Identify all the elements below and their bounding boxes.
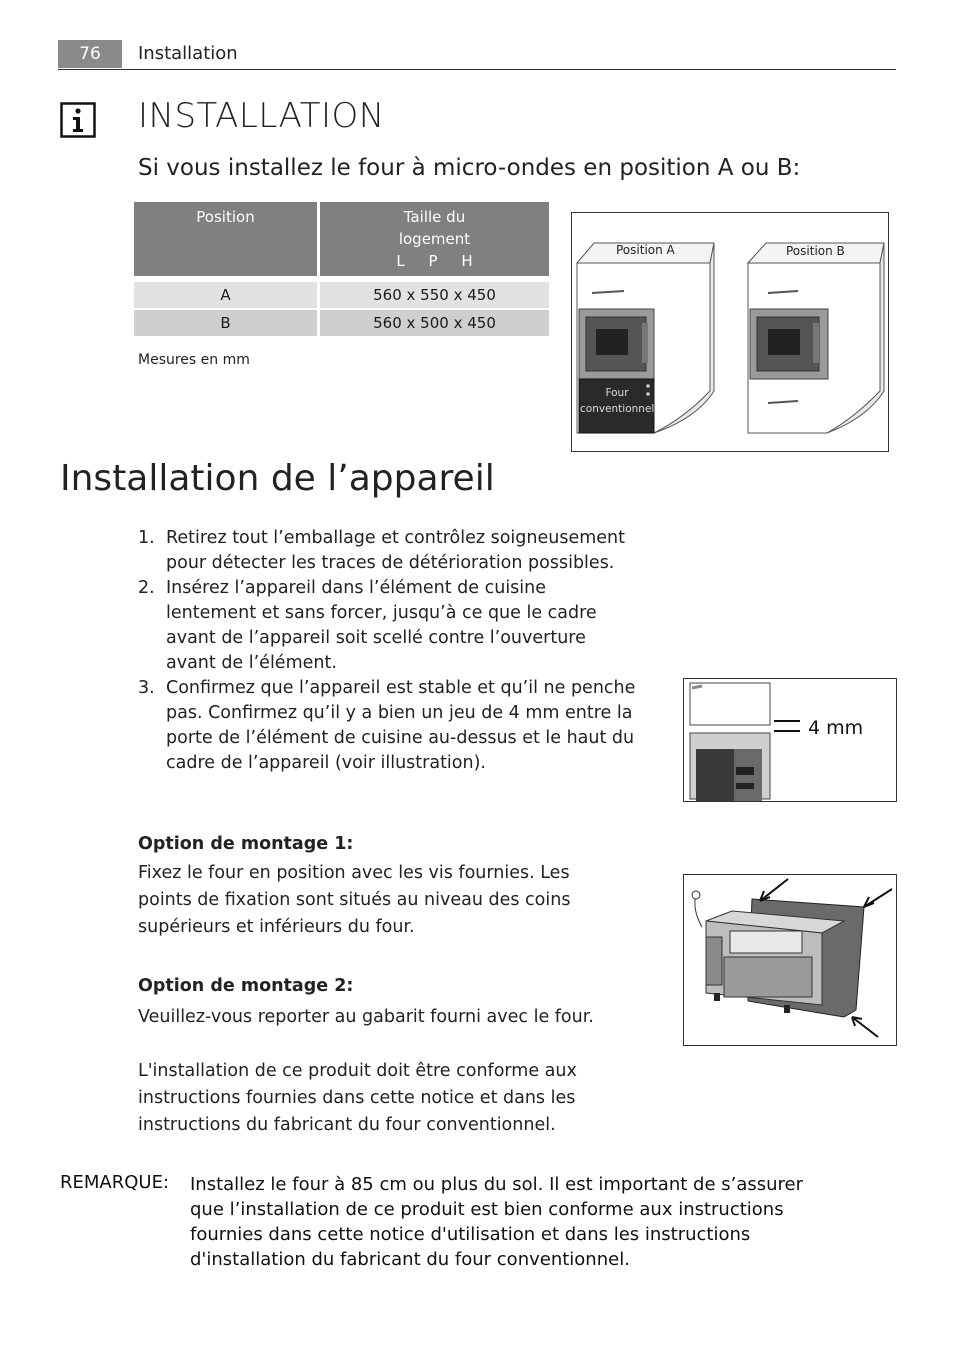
page-title: INSTALLATION [138,96,385,136]
cell-size: 560 x 500 x 450 [320,310,549,336]
label-position-b: Position B [786,244,845,258]
col-header-size-line1: Taille du [403,208,466,226]
list-item [138,676,638,776]
step-text: Retirez tout l’emballage et contrôlez soigneusement pour détecter les traces de détérioration possibles. [166,528,625,573]
table-row [134,282,549,308]
info-icon [60,102,96,138]
step-number: 1. [138,528,155,548]
step-number: 3. [138,678,155,698]
page-number: 76 [58,40,122,68]
cell-size: 560 x 550 x 450 [320,282,549,308]
positions-figure [571,212,889,452]
label-conventional-oven [580,385,654,417]
oven-label-line2: conventionnel [580,403,655,415]
cell-position: A [134,282,317,308]
remark-label: REMARQUE: [60,1172,170,1193]
running-header: Installation [138,43,238,64]
step-number: 2. [138,578,155,598]
col-header-size-line3: L P H [396,252,473,270]
subtitle: Si vous installez le four à micro-ondes en position A ou B: [138,155,801,181]
list-item [138,526,638,576]
label-position-a: Position A [616,243,675,257]
step-text: Insérez l’appareil dans l’élément de cuisine lentement et sans forcer, jusqu’à ce que le cadre avant de l’appareil soit scellé contre l’ouverture avant de l’élément. [166,578,597,673]
position-size-table [134,202,549,336]
mounting-illustration [684,875,896,1045]
gap-label: 4 mm [808,717,864,739]
mounting-figure [683,874,897,1046]
list-item [138,576,638,676]
option2-text: Veuillez-vous reporter au gabarit fourni avec le four. [138,1007,594,1027]
header-rule [58,69,896,70]
option2-title: Option de montage 2: [138,976,354,996]
compliance-text: L'installation de ce produit doit être conforme aux instructions fournies dans cette notice et dans les instructions du fabricant du four conventionnel. [138,1061,577,1135]
col-header-size [320,202,549,276]
col-header-size-line2: logement [398,230,471,248]
section-title: Installation de l’appareil [60,458,495,499]
step-text: Confirmez que l’appareil est stable et qu’il ne penche pas. Confirmez qu’il y a bien un jeu de 4 mm entre la porte de l’élément de cuisine au-dessus et le haut du cadre de l’appareil (voir illustration). [166,678,636,773]
oven-label-line1: Four [605,387,629,399]
remark-text: Installez le four à 85 cm ou plus du sol. Il est important de s’assurer que l’installation de ce produit est bien conforme aux instructions fournies dans cette notice d'utilisation et dans les instructions d'installation du fabricant du four conventionnel. [190,1174,804,1270]
col-header-position: Position [134,202,317,276]
option1-text: Fixez le four en position avec les vis fournies. Les points de fixation sont situés au niveau des coins supérieurs et inférieurs du four. [138,863,571,937]
installation-steps [138,526,638,776]
gap-illustration [684,679,896,801]
gap-figure [683,678,897,802]
cell-position: B [134,310,317,336]
table-row [134,310,549,336]
option1-title: Option de montage 1: [138,834,354,854]
units-note: Mesures en mm [138,352,250,368]
